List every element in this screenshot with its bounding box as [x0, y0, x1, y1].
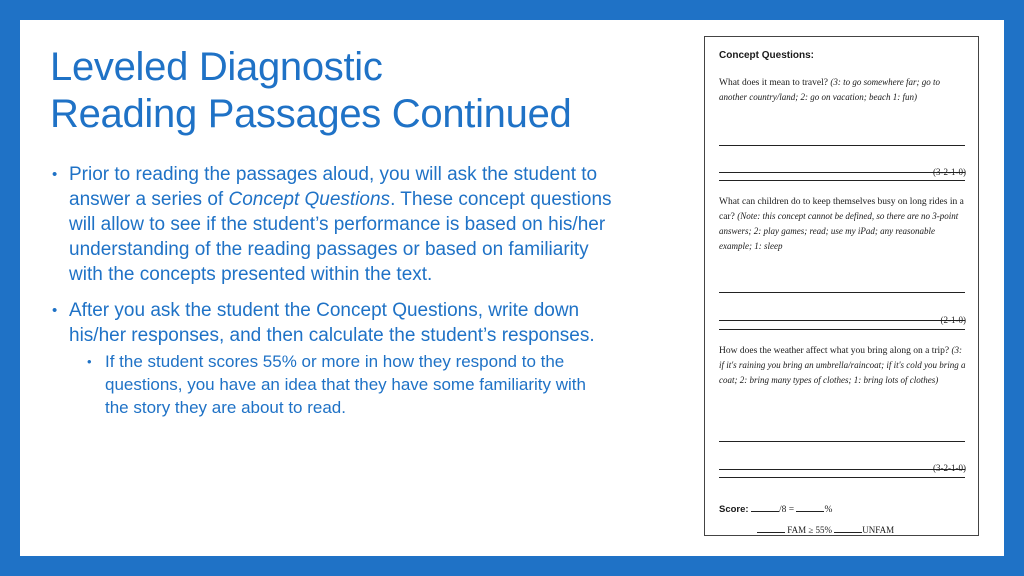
answer-line: [719, 477, 965, 478]
familiarity-row: [757, 523, 894, 537]
title-line-2: Reading Passages Continued: [50, 92, 572, 136]
bullet-record-responses: [52, 298, 612, 419]
bullet-list: [52, 162, 612, 430]
bullet-1-text-a: Prior to reading the passages aloud, you will ask the student to answer a series of: [69, 164, 598, 210]
worksheet-heading: Concept Questions:: [719, 50, 815, 61]
unfam-blank: [834, 524, 862, 533]
answer-line: [719, 172, 965, 173]
answer-line: [719, 180, 965, 181]
unfam-label: UNFAM: [862, 525, 895, 535]
q3-score-options: (3-2-1-0): [933, 463, 966, 473]
score-blank: [751, 503, 779, 512]
score-divider: /8 =: [778, 505, 795, 515]
answer-line: [719, 145, 965, 146]
score-label: Score:: [719, 504, 749, 515]
q3-hint: (3: if it's raining you bring an umbrella/raincoat; if it's cold you bring a coat; 2: bring many types of clothes; 1: bring lots of clothes): [719, 345, 966, 385]
q3-prompt: How does the weather affect what you bring along on a trip?: [719, 346, 952, 356]
q2-score-options: (2-1-0): [940, 315, 966, 325]
slide: [20, 20, 1004, 556]
q1-score-options: (3-2-1-0): [933, 167, 966, 177]
q2-prompt: What can children do to keep themselves busy on long rides in a car?: [719, 197, 964, 222]
q1-prompt: What does it mean to travel?: [719, 78, 831, 88]
answer-line: [719, 441, 965, 442]
bullet-1-text-b: . These concept questions will allow to see if the student’s performance is based on his/her understanding of the reading passages or based on familiarity with the concepts presented within the text.: [69, 189, 612, 285]
slide-title: [50, 44, 650, 138]
worksheet-question-1: [719, 75, 967, 105]
score-row: [719, 503, 832, 517]
percent-blank: [796, 503, 824, 512]
bullet-concept-questions: [52, 162, 612, 287]
concept-questions-worksheet: [704, 36, 979, 536]
title-line-1: Leveled Diagnostic: [50, 45, 383, 89]
worksheet-question-2: [719, 195, 967, 254]
answer-line: [719, 292, 965, 293]
percent-sign: %: [824, 505, 833, 515]
q1-hint: (3: to go somewhere far; go to another country/land; 2: go on vacation; beach 1: fun): [719, 77, 940, 102]
worksheet-question-3: [719, 343, 967, 388]
answer-line: [719, 329, 965, 330]
q2-hint: (Note: this concept cannot be defined, so there are no 3-point answers; 2: play games; read; use my iPad; any reasonable example; 1: sleep: [719, 211, 959, 251]
fam-label: FAM ≥ 55%: [787, 525, 833, 535]
sub-bullet-55-percent: • If the student scores 55% or more in how they respond to the questions, you have an idea that they have some familiarity with the story they are about to read.: [87, 350, 612, 419]
answer-line: [719, 469, 965, 470]
fam-blank: [757, 524, 785, 533]
bullet-1-emphasis: Concept Questions: [228, 189, 391, 210]
bullet-2-text: After you ask the student the Concept Questions, write down his/her responses, and then calculate the student’s responses.: [69, 300, 595, 346]
answer-line: [719, 320, 965, 321]
